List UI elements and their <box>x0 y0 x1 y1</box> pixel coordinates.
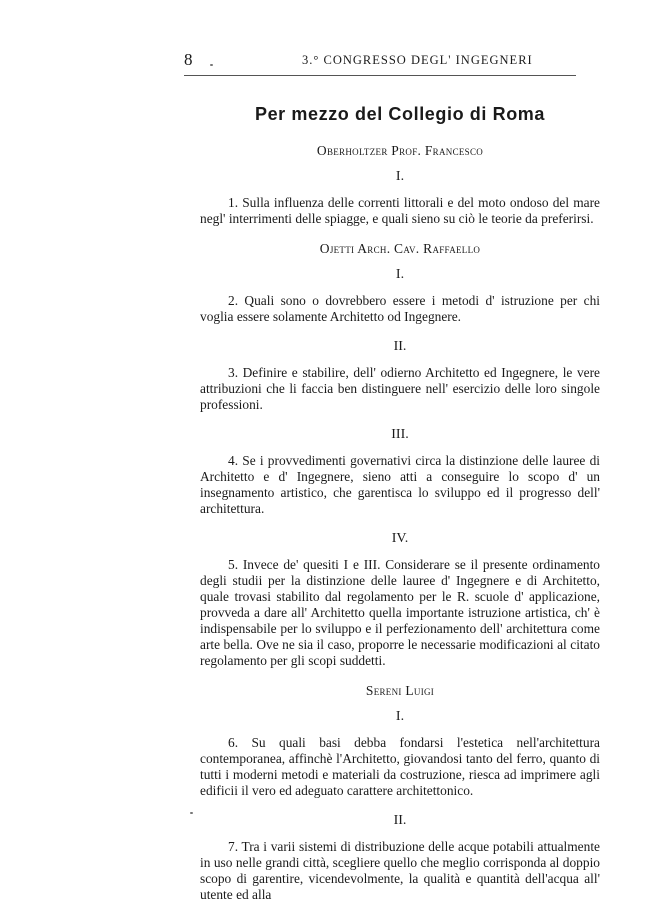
question-numeral: I. <box>395 169 405 184</box>
ink-speck <box>190 812 193 814</box>
question-text: 2. Quali sono o dovrebbero essere i metodi d' istruzione per chi voglia essere solamente Architetto od Ingegnere. <box>200 293 600 324</box>
ink-speck <box>210 64 213 66</box>
question-numeral: I. <box>395 267 405 282</box>
question-numeral: I. <box>395 709 405 724</box>
page-content <box>200 104 600 917</box>
question-text: 4. Se i provvedimenti governativi circa la distinzione delle lauree di Architetto e d' Ingegnere, sieno atti a conseguire lo scopo d' un insegnamento artistico, che garentisca lo sviluppo ed il progresso dell' architettura. <box>200 453 600 516</box>
question-numeral: II. <box>393 813 407 828</box>
header-rule <box>184 75 576 76</box>
question-numeral: III. <box>391 427 409 442</box>
question-text: 5. Invece de' quesiti I e III. Considerare se il presente ordinamento degli studii per la distinzione delle lauree d' Ingegnere e di Architetto, quale trovasi stabilito dal regolamento per le R. scuole d' applicazione, provveda a dare all' Architetto quella importante istruzione artistica, ch' è indispensabile per lo sviluppo e il perfezionamento dell' architettura come arte bella. Ove ne sia il caso, proporre le necessarie modificazioni al citato regolamento per gli scopi suddetti. <box>200 557 600 668</box>
running-title: 3.° CONGRESSO DEGL' INGEGNERI <box>302 53 533 67</box>
question-text: 6. Su quali basi debba fondarsi l'estetica nell'architettura contemporanea, affinchè l'Architetto, giovandosi tanto del ferro, quanto di tutti i moderni metodi e materiali da costruzione, riesca ad imprimere agli edificii il vero ed adeguato carattere architettonico. <box>200 735 600 798</box>
question-text: 1. Sulla influenza delle correnti littorali e del moto ondoso del mare negl' interrimenti delle spiagge, e quali sieno su ciò le teorie da preferirsi. <box>200 195 600 226</box>
question-text: 3. Definire e stabilire, dell' odierno Architetto ed Ingegnere, le vere attribuzioni che li faccia ben distinguere nell' esercizio delle loro singole professioni. <box>200 365 600 412</box>
page-header <box>184 50 574 72</box>
page-number: 8 <box>184 50 194 69</box>
author-name-text: Oberholtzer Prof. Francesco <box>316 143 484 158</box>
author-name-text: Sereni Luigi <box>365 683 435 698</box>
author-name-text: Ojetti Arch. Cav. Raffaello <box>319 241 481 256</box>
question-numeral: II. <box>393 339 407 354</box>
author-name <box>200 143 600 159</box>
section-title: Per mezzo del Collegio di Roma <box>254 104 546 124</box>
author-name <box>200 241 600 257</box>
question-text: 7. Tra i varii sistemi di distribuzione delle acque potabili attualmente in uso nelle grandi città, scegliere quello che meglio corrisponda al doppio scopo di garentire, vicendevolmente, la qualità e quantità dell'acqua all' utente ed alla <box>200 839 600 902</box>
question-numeral: IV. <box>391 531 409 546</box>
author-name <box>200 683 600 699</box>
